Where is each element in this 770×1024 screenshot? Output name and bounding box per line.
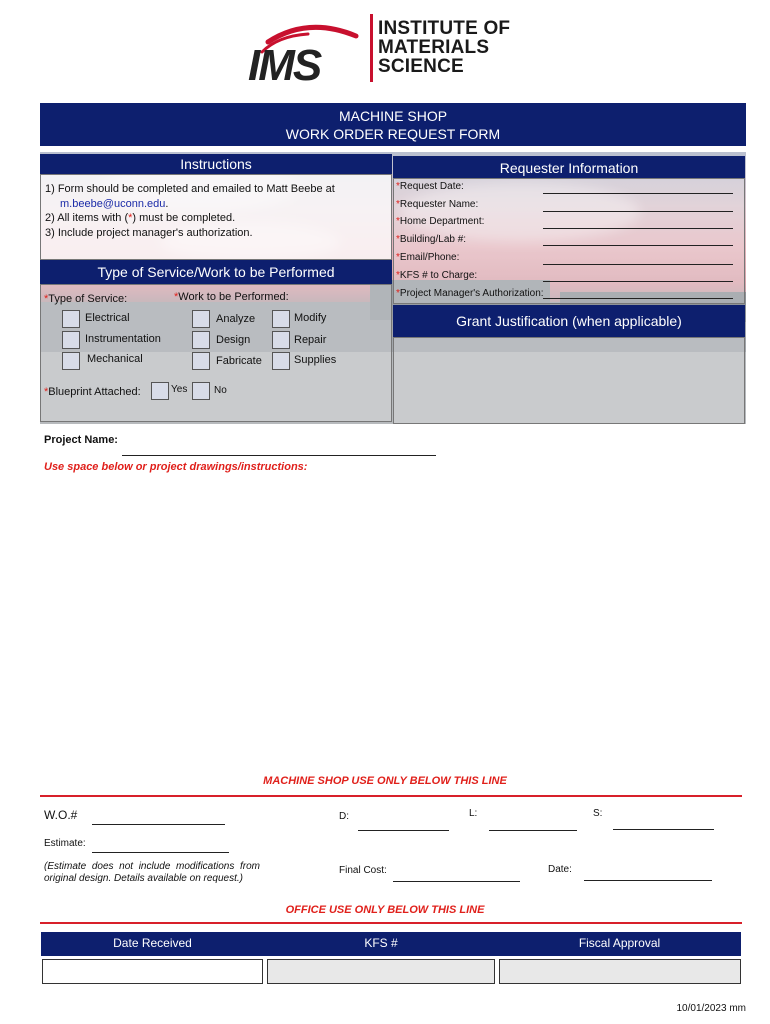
repair-checkbox[interactable] [272, 331, 290, 349]
logo-divider [370, 14, 373, 82]
instructions-box: 1) Form should be completed and emailed to Matt Beebe at m.beebe@uconn.edu. 2) All items with (*) must be completed. 3) Include project manager's authorization. [40, 174, 392, 260]
d-label: D: [339, 811, 349, 822]
repair-label: Repair [294, 334, 327, 346]
project-name-label: Project Name: [44, 434, 118, 446]
svg-text:IMS: IMS [248, 41, 321, 84]
project-drawing-area[interactable] [40, 478, 742, 768]
wo-label: W.O.# [44, 808, 78, 822]
kfs-field[interactable] [267, 959, 495, 984]
office-divider [40, 922, 742, 924]
final-cost-field[interactable] [393, 881, 520, 882]
kfs-charge-label: *KFS # to Charge: [396, 270, 478, 281]
request-date-field[interactable] [543, 193, 733, 194]
estimate-field[interactable] [92, 852, 229, 853]
electrical-checkbox[interactable] [62, 310, 80, 328]
service-header: Type of Service/Work to be Performed [40, 260, 392, 284]
form-title: MACHINE SHOP WORK ORDER REQUEST FORM [40, 103, 746, 146]
machine-shop-divider [40, 795, 742, 797]
date-label: Date: [548, 864, 572, 875]
pm-authorization-field[interactable] [543, 298, 733, 299]
analyze-checkbox[interactable] [192, 310, 210, 328]
kfs-charge-field[interactable] [543, 281, 733, 282]
fiscal-approval-header: Fiscal Approval [498, 932, 741, 956]
instructions-header: Instructions [40, 154, 392, 174]
requester-header: Requester Information [393, 156, 745, 178]
l-field[interactable] [489, 830, 577, 831]
project-note: Use space below or project drawings/instructions: [44, 461, 308, 473]
electrical-label: Electrical [85, 312, 130, 324]
estimate-label: Estimate: [44, 838, 86, 849]
email-link[interactable]: m.beebe@uconn.edu [60, 197, 166, 210]
email-phone-label: *Email/Phone: [396, 252, 460, 263]
date-received-header: Date Received [41, 932, 264, 956]
blueprint-no-checkbox[interactable] [192, 382, 210, 400]
supplies-checkbox[interactable] [272, 352, 290, 370]
kfs-header: KFS # [264, 932, 498, 956]
email-phone-field[interactable] [543, 264, 733, 265]
modify-label: Modify [294, 312, 327, 324]
fiscal-approval-field[interactable] [499, 959, 741, 984]
logo-text: INSTITUTE OF MATERIALS SCIENCE [378, 18, 511, 77]
l-label: L: [469, 808, 478, 819]
requester-name-label: *Requester Name: [396, 199, 479, 210]
date-received-field[interactable] [42, 959, 263, 984]
blueprint-yes-label: Yes [171, 384, 188, 395]
supplies-label: Supplies [294, 354, 337, 366]
home-department-label: *Home Department: [396, 216, 485, 227]
work-to-be-performed-label: *Work to be Performed: [174, 291, 289, 303]
design-checkbox[interactable] [192, 331, 210, 349]
building-lab-label: *Building/Lab #: [396, 234, 467, 245]
machine-shop-divider-label: MACHINE SHOP USE ONLY BELOW THIS LINE [263, 775, 507, 787]
blueprint-label: *Blueprint Attached: [44, 386, 141, 398]
fabricate-label: Fabricate [216, 355, 262, 367]
project-name-field[interactable] [122, 455, 436, 456]
estimate-note: (Estimate does not include modifications from original design. Details available on request.) [44, 861, 260, 884]
s-label: S: [593, 808, 603, 819]
request-date-label: *Request Date: [396, 181, 464, 192]
final-cost-label: Final Cost: [339, 865, 387, 876]
s-field[interactable] [613, 829, 714, 830]
building-lab-field[interactable] [543, 245, 733, 246]
mechanical-label: Mechanical [87, 353, 143, 365]
grant-header: Grant Justification (when applicable) [393, 305, 745, 337]
instrumentation-label: Instrumentation [85, 333, 161, 345]
type-of-service-label: *Type of Service: [44, 293, 128, 305]
modify-checkbox[interactable] [272, 310, 290, 328]
requester-name-field[interactable] [543, 211, 733, 212]
fabricate-checkbox[interactable] [192, 352, 210, 370]
wo-field[interactable] [92, 824, 225, 825]
design-label: Design [216, 334, 251, 346]
mechanical-checkbox[interactable] [62, 352, 80, 370]
blueprint-yes-checkbox[interactable] [151, 382, 169, 400]
office-divider-label: OFFICE USE ONLY BELOW THIS LINE [285, 904, 485, 916]
analyze-label: Analyze [216, 313, 256, 325]
blueprint-no-label: No [214, 385, 227, 396]
pm-authorization-label: *Project Manager's Authorization: [396, 288, 544, 299]
ims-logo [248, 22, 366, 84]
date-field[interactable] [584, 880, 712, 881]
d-field[interactable] [358, 830, 449, 831]
home-department-field[interactable] [543, 228, 733, 229]
grant-justification-field[interactable] [393, 337, 745, 424]
form-version: 10/01/2023 mm [676, 1003, 746, 1014]
instrumentation-checkbox[interactable] [62, 331, 80, 349]
